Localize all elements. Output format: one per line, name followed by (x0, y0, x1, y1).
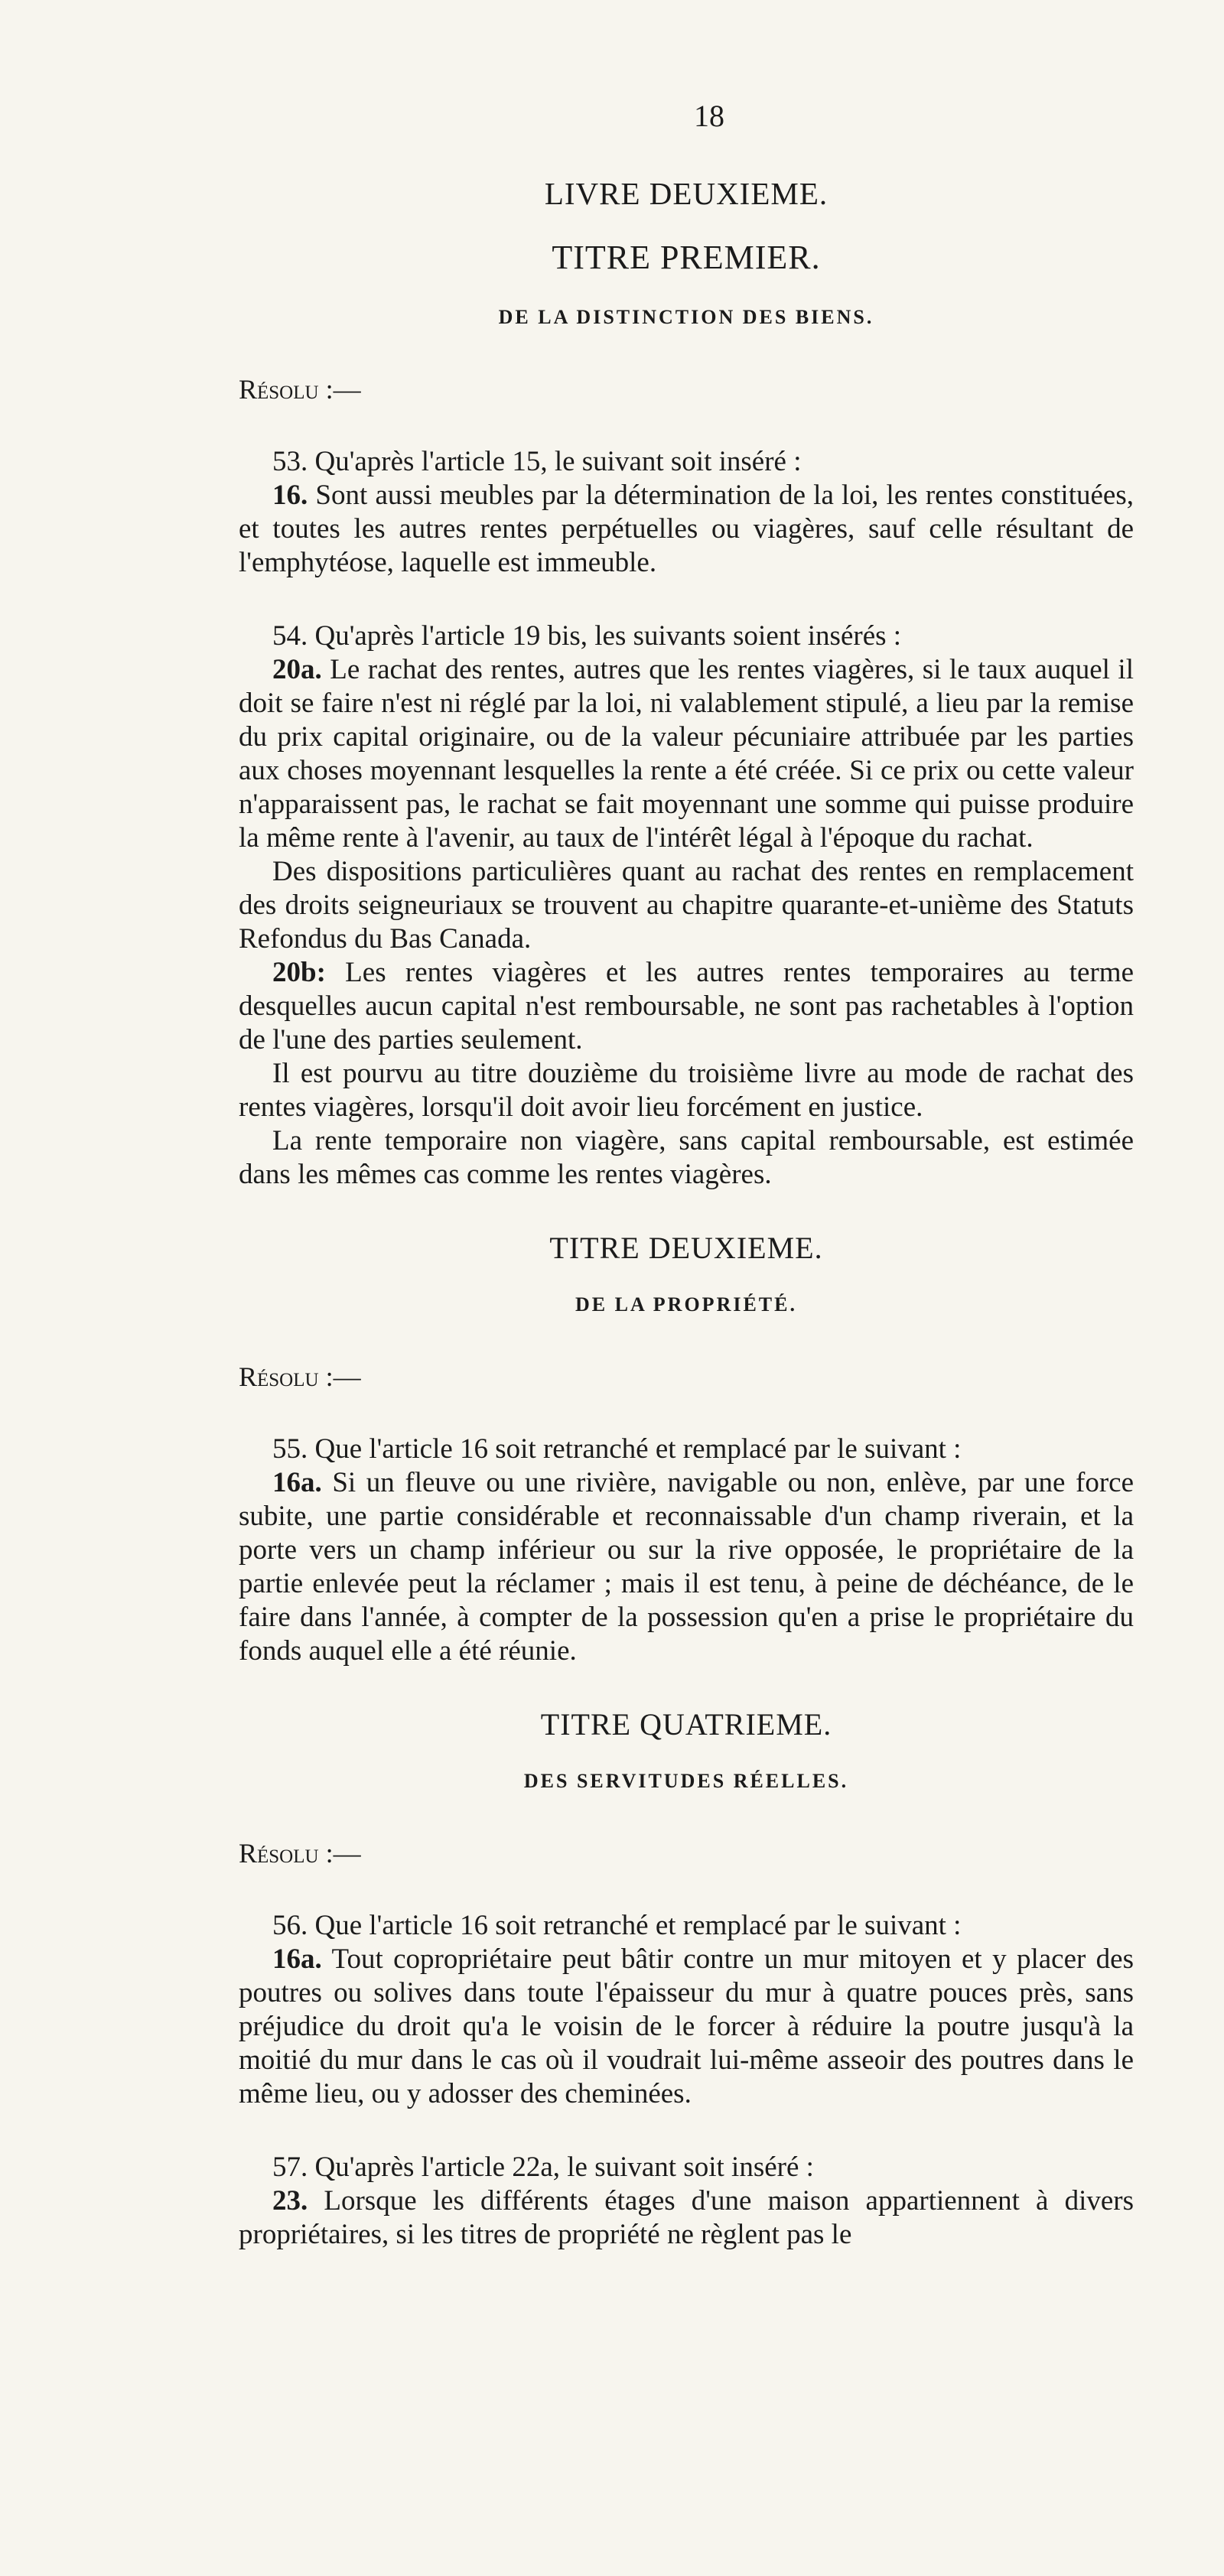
article-56-block (239, 1909, 1134, 2111)
article-55-intro: 55. Que l'article 16 soit retranché et remplacé par le suivant : (272, 1433, 962, 1465)
article-number: 16. (272, 480, 308, 512)
livre-heading: LIVRE DEUXIEME. (544, 176, 828, 211)
article-number: 23. (272, 2185, 308, 2217)
article-text: Si un fleuve ou une rivière, navigable ou non, enlève, par une force subite, une partie considérable et reconnaissable d'un champ riverain, et la porte vers un champ inférieur ou sur la rive opposée, le propriétaire de la partie enlevée peut la réclamer ; mais il est tenu, à peine de déchéance, de le faire dans l'année, à compter de la possession qu'en a prise le propriétaire du fonds auquel elle a été réunie. (239, 1467, 1134, 1667)
article-16-paragraph (239, 479, 1134, 580)
article-text: Le rachat des rentes, autres que les rentes viagères, si le taux auquel il doit se faire n'est ni réglé par la loi, ni valablement stipulé, a lieu par la remise du prix capital originaire, ou de la valeur pécuniaire attribuée par les parties aux choses moyennant lesquelles la rente a été créée. Si ce prix ou cette valeur n'apparaissent pas, le rachat se fait moyennant une somme qui puisse produire la même rente à l'avenir, au taux de l'intérêt légal à l'époque du rachat. (239, 654, 1134, 854)
article-16a-servitude-paragraph (239, 1943, 1134, 2111)
resolu-label: Résolu :— (239, 1838, 361, 1869)
document-page (239, 98, 1134, 2252)
article-23-paragraph (239, 2184, 1134, 2252)
article-56-intro: 56. Que l'article 16 soit retranché et remplacé par le suivant : (272, 1910, 962, 1942)
article-55-block (239, 1433, 1134, 1668)
article-53-intro: 53. Qu'après l'article 15, le suivant soit inséré : (272, 446, 802, 478)
article-number: 20a. (272, 654, 322, 686)
article-54-block (239, 620, 1134, 1192)
titre-premier-heading: TITRE PREMIER. (552, 239, 821, 277)
article-57-block (239, 2151, 1134, 2252)
article-text: Tout copropriétaire peut bâtir contre un mur mitoyen et y placer des poutres ou solives dans toute l'épaisseur du mur à quatre pouces près, sans préjudice du droit qu'a le voisin de le forcer à réduire la poutre jusqu'à la moitié du mur dans le cas où il voudrait lui-même asseoir des poutres dans le même lieu, ou y adosser des cheminées. (239, 1943, 1134, 2110)
titre-deuxieme-heading: TITRE DEUXIEME. (549, 1231, 823, 1266)
article-20b-paragraph-3: La rente temporaire non viagère, sans capital remboursable, est estimée dans les mêmes cas comme les rentes viagères. (239, 1125, 1134, 1191)
article-53-block (239, 445, 1134, 580)
article-text: Les rentes viagères et les autres rentes temporaires au terme desquelles aucun capital n'est remboursable, ne sont pas rachetables à l'option de l'une des parties seulement. (239, 957, 1134, 1056)
resolu-label: Résolu :— (239, 1361, 361, 1393)
article-54-intro: 54. Qu'après l'article 19 bis, les suivants soient insérés : (272, 620, 902, 652)
titre-quatrieme-heading: TITRE QUATRIEME. (540, 1707, 832, 1742)
titre-quatrieme-subheading: DES SERVITUDES RÉELLES. (523, 1770, 849, 1793)
article-57-intro: 57. Qu'après l'article 22a, le suivant soit inséré : (272, 2152, 814, 2184)
article-number: 16a. (272, 1467, 322, 1499)
titre-premier-subheading: DE LA DISTINCTION DES BIENS. (498, 306, 874, 329)
article-20a-paragraph-2: Des dispositions particulières quant au rachat des rentes en remplacement des droits seigneuriaux se trouvent au chapitre quarante-et-unième des Statuts Refondus du Bas Canada. (239, 856, 1134, 955)
article-text: Lorsque les différents étages d'une maison appartiennent à divers propriétaires, si les titres de propriété ne règlent pas le (239, 2185, 1134, 2251)
article-20b-paragraph (239, 956, 1134, 1057)
page-number: 18 (694, 99, 724, 133)
article-number: 16a. (272, 1943, 322, 1976)
article-number: 20b: (272, 957, 326, 989)
article-20a-paragraph (239, 653, 1134, 855)
resolu-label: Résolu :— (239, 374, 361, 405)
titre-deuxieme-subheading: DE LA PROPRIÉTÉ. (575, 1293, 797, 1316)
article-text: Sont aussi meubles par la détermination de la loi, les rentes constituées, et toutes les autres rentes perpétuelles ou viagères, sauf celle résultant de l'emphytéose, laquelle est immeuble. (239, 480, 1134, 579)
article-20b-paragraph-2: Il est pourvu au titre douzième du troisième livre au mode de rachat des rentes viagères, lorsqu'il doit avoir lieu forcément en justice. (239, 1058, 1134, 1124)
article-16a-paragraph (239, 1466, 1134, 1668)
